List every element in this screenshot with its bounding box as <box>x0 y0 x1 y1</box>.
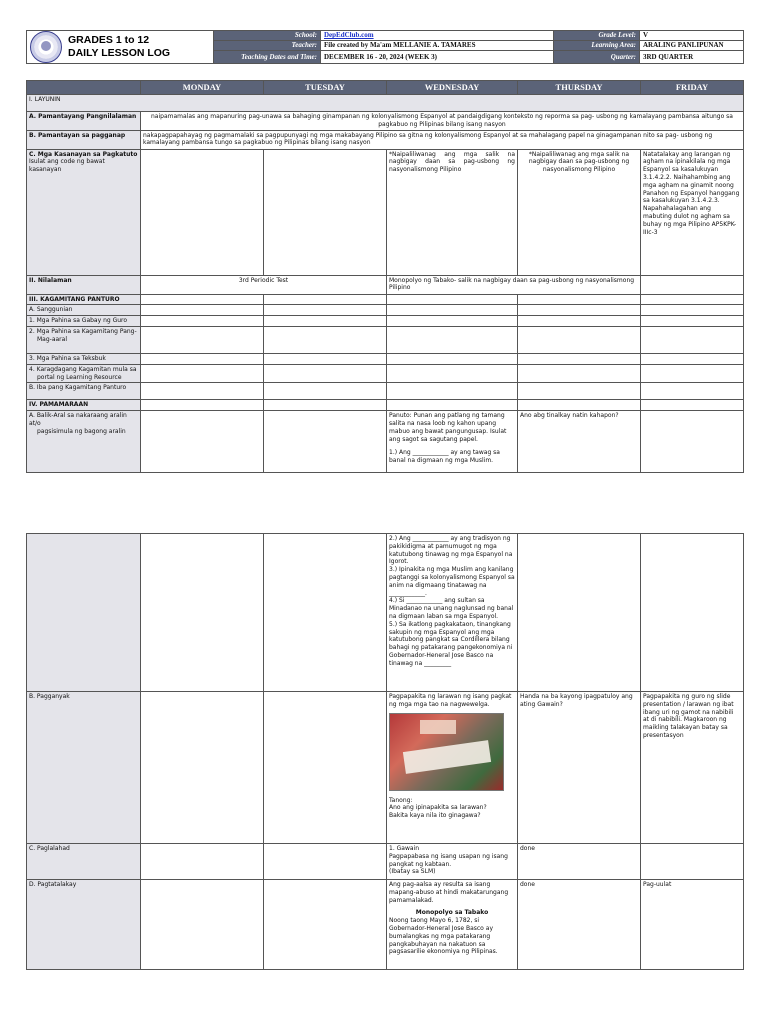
cont-wed-q5: 5.) Sa ikatlong pagkakataon, tinangkang sakupin ng mga Espanyol ang mga katutubong pangkat sa Cordillera bilang bahagi ng patakarang pangekonomiya ni Gobernador-Heneral Jose Basco na tinawag na _________ <box>389 620 513 667</box>
row-label-pagtatalakay: D. Pagtatalakay <box>27 880 141 970</box>
dll-header <box>26 30 743 71</box>
dates-label: Teaching Dates and Time: <box>214 51 321 64</box>
row-label-pamamaraan: IV. PAMAMARAAN <box>27 400 141 411</box>
cont-wed-q3: 3.) Ipinakita ng mga Muslim ang kanilang pagtanggi sa kolonyalismong Espanyol sa anim na digmaang tinatawag na ____________. <box>389 566 515 597</box>
header-title-line2: DAILY LESSON LOG <box>68 47 171 59</box>
paglalahad-wed-2: Pagpapabasa ng isang usapan ng isang pangkat ng kabtaan. <box>389 852 508 868</box>
cont-wed-q4: 4.) Si ____________ ang sultan sa Minadanao na unang naglunsad ng banal na digmaan laban sa mga Espanyol. <box>389 597 514 620</box>
pagtatalakay-wed-2: Noong taong Mayo 6, 1782, si Gobernador-Heneral Jose Basco ay bumalangkas ng mga patakarang pangkabuhayan na nakatuon sa pagsasarilie ekonomiya ng Pilipinas. <box>389 917 498 956</box>
day-header-tuesday: TUESDAY <box>264 81 387 95</box>
paglalahad-wednesday <box>387 844 518 880</box>
balik-aral-monday <box>141 411 264 473</box>
kasanayan-thursday: *Naipaliliwanag ang mga salik na nagbigay daan sa pag-usbong ng nasyonalismong Pilipino <box>518 149 641 275</box>
paglalahad-tuesday <box>264 844 387 880</box>
row-label-karagdagang <box>27 364 141 383</box>
row-label-kagamitang-pang <box>27 327 141 354</box>
dll-table-page2 <box>26 533 743 970</box>
kasanayan-sub: Isulat ang code ng bawat kasanayan <box>29 158 105 174</box>
kagamitang-pang-text: 2. Mga Pahina sa Kagamitang Pang- <box>29 328 137 336</box>
nilalaman-wedthu: Monopolyo ng Tabako- salik na nagbigay daan sa pag-usbong ng nasyonalismong Pilipino <box>387 275 641 294</box>
row-label-pagganap: B. Pamantayan sa pagganap <box>27 130 141 149</box>
row-label-balik-aral <box>27 411 141 473</box>
dll-table-page1 <box>26 80 743 473</box>
balik-aral-thursday: Ano abg tinalkay natin kahapon? <box>518 411 641 473</box>
teacher-value: File created by Ma'am MELLANIE A. TAMARES <box>321 41 554 51</box>
balik-aral-line1: A. Balik-Aral sa nakaraang aralin at/o <box>29 412 127 428</box>
grade-value: V <box>640 31 744 41</box>
pagganyak-friday: Pagpapakita ng guro ng slide presentation / larawan ng ibat ibang uri ng gamot na nabibili at di nabibili. Magkaroon ng maikling talakayan batay sa presentasyon <box>641 692 744 844</box>
cont-thursday <box>518 534 641 692</box>
balik-aral-tuesday <box>264 411 387 473</box>
balik-wed-q1: 1.) Ang ____________ ay ang tawag sa banal na digmaan ng mga Muslim. <box>389 449 500 465</box>
area-label: Learning Area: <box>554 41 640 51</box>
balik-aral-line2: pagsisimula ng bagong aralin <box>37 427 126 435</box>
header-title-line1: GRADES 1 to 12 <box>68 34 150 47</box>
day-header-monday: MONDAY <box>141 81 264 95</box>
pagganyak-wednesday <box>387 692 518 844</box>
cont-friday <box>641 534 744 692</box>
deped-seal-icon <box>30 31 62 63</box>
strike-protest-photo <box>389 713 504 791</box>
quarter-label: Quarter: <box>554 51 640 64</box>
cont-monday <box>141 534 264 692</box>
balik-aral-friday <box>641 411 744 473</box>
dates-value: DECEMBER 16 - 20, 2024 (WEEK 3) <box>321 51 554 64</box>
pagganyak-monday <box>141 692 264 844</box>
kasanayan-monday <box>141 149 264 275</box>
pagganap-text: nakapagpapahayag ng pagmamalaki sa pagpupunyagi ng mga makabayang Pilipino sa gitna ng kolonyalismong Espanyol at sa mahalagang papel na ginagampanan nito sa pag- usbong ng kamalayang pambansa tungo sa pagkabuo ng Pilipinas bilang isang nasyon <box>141 130 744 149</box>
cont-tuesday <box>264 534 387 692</box>
pagganyak-wed-text: Pagpapakita ng larawan ng isang pagkat ng mga mga tao na nagwewelga. <box>389 693 512 708</box>
balik-aral-wednesday <box>387 411 518 473</box>
pagtatalakay-tuesday <box>264 880 387 970</box>
pagganyak-tuesday <box>264 692 387 844</box>
tanong-2: Bakita kaya nila ito ginagawa? <box>389 812 481 820</box>
pagganyak-thursday: Handa na ba kayong ipagpatuloy ang ating Gawain? <box>518 692 641 844</box>
portal-text: portal ng Learning Resource <box>37 373 122 381</box>
pagtatalakay-wed-1: Ang pag-aalsa ay resulta sa isang mapang-abuso at hindi makatarungang pamamalakad. <box>389 881 509 904</box>
grade-label: Grade Level: <box>554 31 640 41</box>
row-label-gabay: 1. Mga Pahina sa Gabay ng Guro <box>27 316 141 327</box>
area-value: ARALING PANLIPUNAN <box>640 41 744 51</box>
tanong-label: Tanong: <box>389 796 413 804</box>
pangnilalaman-text: naipamamalas ang mapanuring pag-unawa sa bahaging ginampanan ng kolonyalismong Espanyol at pandaigdigang konteksto ng reporma sa pag- usbong ng kamalayang pambansa aitungo sa pagkabuo ng Pilipinas bilang isang nasyon <box>141 112 744 131</box>
cont-wednesday <box>387 534 518 692</box>
row-label-nilalaman: II. Nilalaman <box>27 275 141 294</box>
row-label-sanggunian: A. Sanggunian <box>27 305 141 316</box>
paglalahad-thursday: done <box>518 844 641 880</box>
paglalahad-monday <box>141 844 264 880</box>
row-label-pangnilalaman: A. Pamantayang Pangnilalaman <box>27 112 141 131</box>
school-value[interactable] <box>321 31 554 41</box>
day-header-thursday: THURSDAY <box>518 81 641 95</box>
nilalaman-friday <box>641 275 744 294</box>
mag-aaral-text: Mag-aaral <box>37 335 67 343</box>
kasanayan-tuesday <box>264 149 387 275</box>
balik-wed-panuto: Panuto: Punan ang patlang ng tamang salita na nasa loob ng kahon upang mabuo ang bawat pangungusap. Isulat ang sagot sa sagutang papel. <box>389 412 507 443</box>
header-logo-block <box>27 31 214 64</box>
pagtatalakay-monday <box>141 880 264 970</box>
paglalahad-wed-3: (Ibatay sa SLM) <box>389 868 436 876</box>
section-layunin: I. LAYUNIN <box>27 95 744 112</box>
day-header-blank <box>27 81 141 95</box>
school-label: School: <box>214 31 321 41</box>
row-label-kasanayan <box>27 149 141 275</box>
paglalahad-friday <box>641 844 744 880</box>
paglalahad-wed-1: 1. Gawain <box>389 845 420 852</box>
day-header-wednesday: WEDNESDAY <box>387 81 518 95</box>
kasanayan-wednesday: *Naipaliliwanag ang mga salik na nagbigay daan sa pag-usbong ng nasyonalismong Pilipino <box>387 149 518 275</box>
kasanayan-label: C. Mga Kasanayan sa Pagkatuto <box>29 150 138 158</box>
pagtatalakay-wednesday <box>387 880 518 970</box>
row-label-teksbuk: 3. Mga Pahina sa Teksbuk <box>27 354 141 365</box>
cont-wed-q2: 2.) Ang ____________ ay ang tradisyon ng pakikidigma at pamumugot ng mga katutubong tinawag ng mga Espanyol na Igorot. <box>389 535 513 566</box>
pagtatalakay-friday: Pag-uulat <box>641 880 744 970</box>
tanong-1: Ano ang ipinapakita sa larawan? <box>389 804 487 812</box>
day-header-friday: FRIDAY <box>641 81 744 95</box>
row-label-pagganyak: B. Pagganyak <box>27 692 141 844</box>
teacher-label: Teacher: <box>214 41 321 51</box>
row-label-paglalahad: C. Paglalahad <box>27 844 141 880</box>
row-label-kagamitan: III. KAGAMITANG PANTURO <box>27 294 141 305</box>
karagdagang-text: 4. Karagdagang Kagamitan mula sa <box>29 365 137 373</box>
pagtatalakay-wed-title: Monopolyo sa Tabako <box>415 909 489 917</box>
school-link[interactable]: DepEdClub.com <box>324 31 374 39</box>
cont-label-cell <box>27 534 141 692</box>
quarter-value: 3RD QUARTER <box>640 51 744 64</box>
row-label-iba-pang: B. Iba pang Kagamitang Panturo <box>27 383 141 400</box>
kasanayan-friday: Natatalakay ang larangan ng agham na ipinakilala ng mga Espanyol sa kasalukuyan 3.1.4.2.2. Naihahambing ang mga agham na ginamit noong Panahon ng Espanyol hanggang sa kasalukuyan 3.1.4.2.3. Napahahalagahan ang mabuting dulot ng agham sa buhay ng mga Pilipino AP5KPK-IIIc-3 <box>641 149 744 275</box>
pagtatalakay-thursday: done <box>518 880 641 970</box>
nilalaman-montue: 3rd Periodic Test <box>141 275 387 294</box>
